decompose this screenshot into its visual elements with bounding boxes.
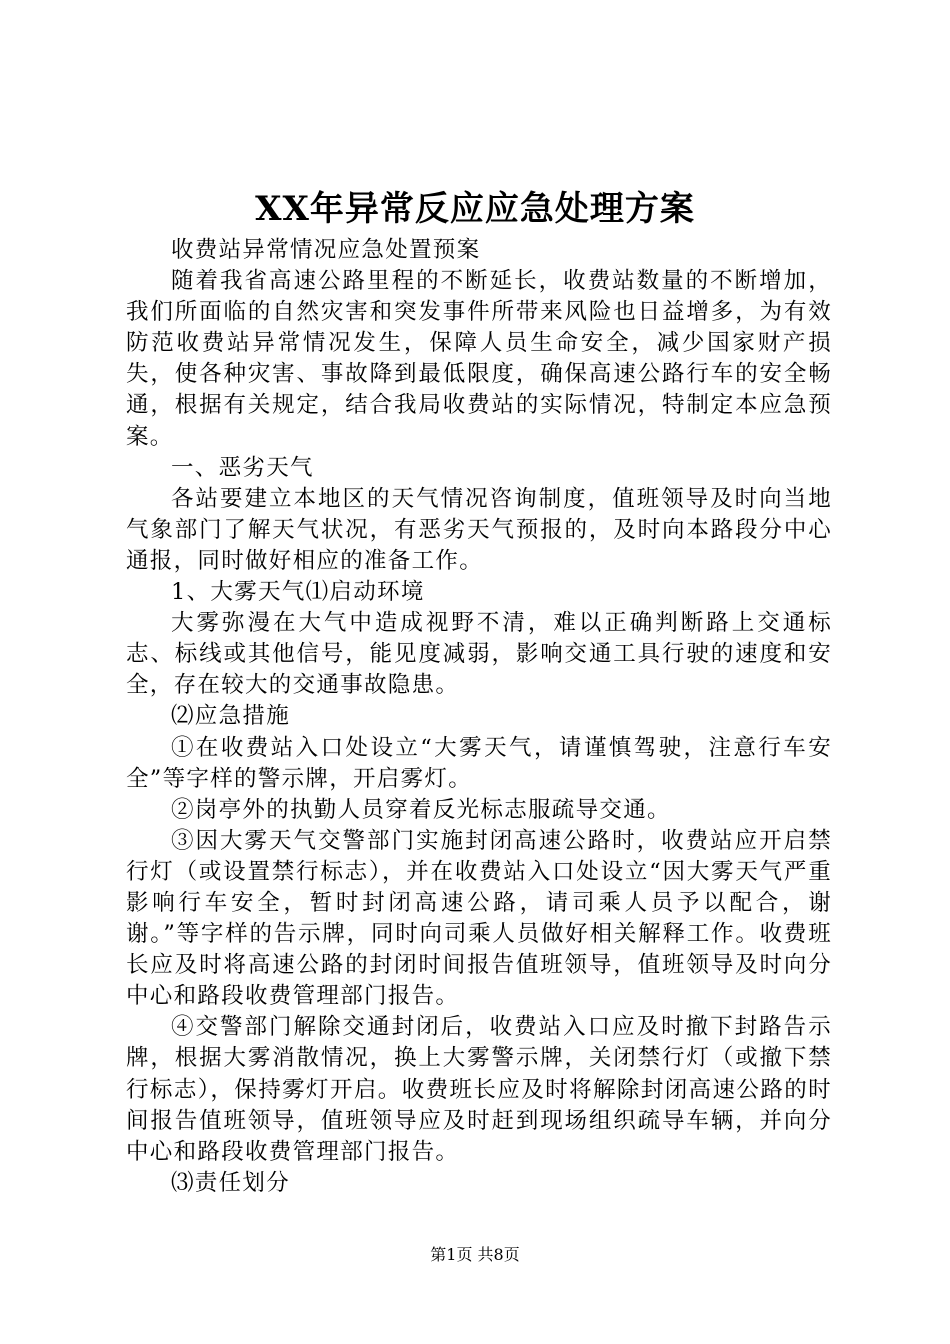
subsection-heading-responsibility: ⑶责任划分 [171,1169,291,1196]
page-number: 第1页 共8页 [430,1245,520,1264]
paragraph-measure-2: ②岗亭外的执勤人员穿着反光标志服疏导交通。 [171,796,671,823]
paragraph-weather-consult: 各站要建立本地区的天气情况咨询制度，值班领导及时向当地气象部门了解天气状况，有恶劣天气预报的，及时向本路段分中心通报，同时做好相应的准备工作。 [126,485,832,574]
section-heading-bad-weather: 一、恶劣天气 [171,454,314,481]
paragraph-intro: 随着我省高速公路里程的不断延长，收费站数量的不断增加，我们所面临的自然灾害和突发事件所带来风险也日益增多，为有效防范收费站异常情况发生，保障人员生命安全，减少国家财产损失，使各种灾害、事故降到最低限度，确保高速公路行车的安全畅通，根据有关规定，结合我局收费站的实际情况，特制定本应急预案。 [126,268,832,450]
paragraph-subtitle: 收费站异常情况应急处置预案 [171,237,481,263]
document-body [126,235,832,1199]
subsection-heading-emergency-measures: ⑵应急措施 [171,703,291,730]
paragraph-measure-1: ①在收费站入口处设立“大雾天气，请谨慎驾驶，注意行车安全”等字样的警示牌，开启雾灯。 [126,734,832,792]
paragraph-measure-3: ③因大雾天气交警部门实施封闭高速公路时，收费站应开启禁行灯（或设置禁行标志），并在收费站入口处设立“因大雾天气严重影响行车安全，暂时封闭高速公路，请司乘人员予以配合，谢谢。”等字样的告示牌，同时向司乘人员做好相关解释工作。收费班长应及时将高速公路的封闭时间报告值班领导，值班领导及时向分中心和路段收费管理部门报告。 [126,827,832,1010]
paragraph-fog-description: 大雾弥漫在大气中造成视野不清，难以正确判断路上交通标志、标线或其他信号，能见度减弱，影响交通工具行驶的速度和安全，存在较大的交通事故隐患。 [126,610,832,699]
paragraph-measure-4: ④交警部门解除交通封闭后，收费站入口应及时撤下封路告示牌，根据大雾消散情况，换上大雾警示牌，关闭禁行灯（或撤下禁行标志），保持雾灯开启。收费班长应及时将解除封闭高速公路的时间报告值班领导，值班领导应及时赶到现场组织疏导车辆，并向分中心和路段收费管理部门报告。 [126,1014,832,1165]
subsection-heading-fog: 1、大雾天气⑴启动环境 [171,579,425,606]
document-title: XX年异常反应应急处理方案 [255,189,695,229]
